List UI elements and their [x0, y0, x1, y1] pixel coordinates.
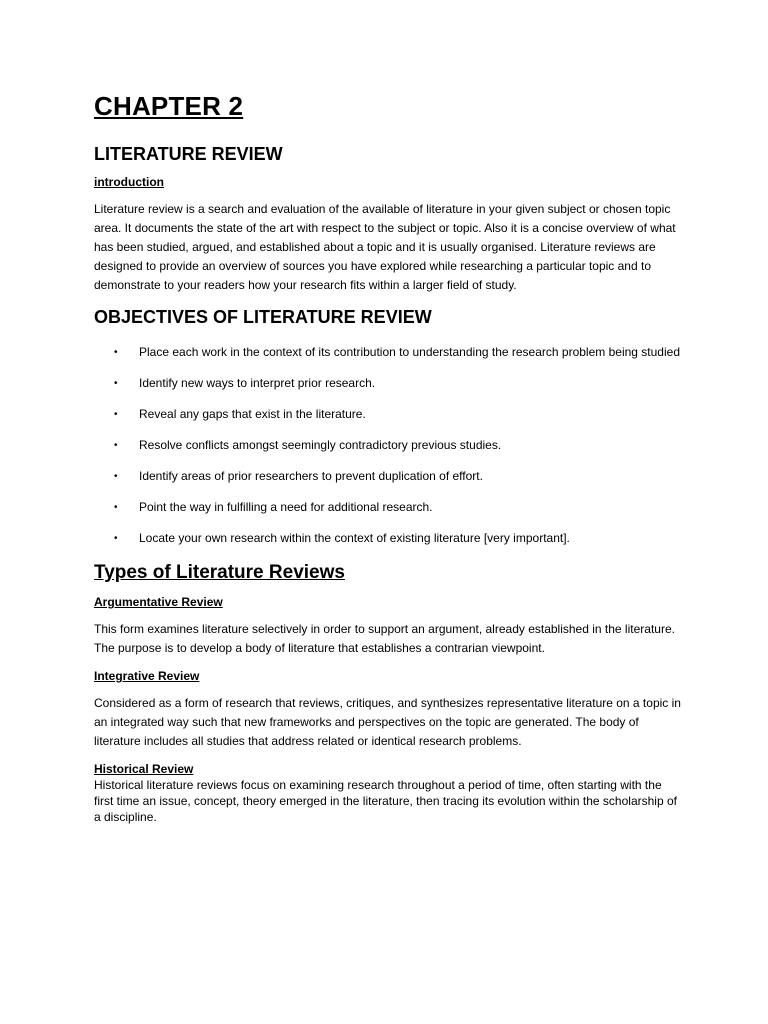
section-title: LITERATURE REVIEW — [94, 144, 283, 164]
objectives-heading: OBJECTIVES OF LITERATURE REVIEW — [94, 307, 432, 327]
list-item-text: Identify areas of prior researchers to prevent duplication of effort. — [139, 469, 483, 483]
argumentative-review-paragraph: This form examines literature selectively in order to support an argument, already established in the literature. The purpose is to develop a body of literature that establishes a contrarian viewpoint. — [94, 622, 675, 655]
bullet-icon: • — [114, 533, 118, 544]
list-item — [94, 467, 684, 486]
list-item-text: Reveal any gaps that exist in the literature. — [139, 407, 366, 421]
bullet-icon: • — [114, 502, 118, 513]
list-item — [94, 436, 684, 455]
integrative-review-paragraph: Considered as a form of research that reviews, critiques, and synthesizes representative literature on a topic in an integrated way such that new frameworks and perspectives on the topic are generated. The body of literature includes all studies that address related or identical research problems. — [94, 696, 681, 748]
chapter-title: CHAPTER 2 — [94, 91, 244, 121]
list-item — [94, 374, 684, 393]
list-item-text: Identify new ways to interpret prior research. — [139, 376, 376, 390]
bullet-icon: • — [114, 471, 118, 482]
document-page — [94, 88, 684, 835]
list-item-text: Locate your own research within the context of existing literature [very important]. — [139, 531, 570, 545]
list-item — [94, 405, 684, 424]
list-item — [94, 343, 684, 362]
list-item-text: Place each work in the context of its contribution to understanding the research problem being studied — [139, 345, 680, 359]
list-item — [94, 498, 684, 517]
bullet-icon: • — [114, 409, 118, 420]
types-heading: Types of Literature Reviews — [94, 562, 345, 583]
argumentative-review-heading: Argumentative Review — [94, 595, 223, 609]
bullet-icon: • — [114, 440, 118, 451]
bullet-icon: • — [114, 347, 118, 358]
list-item — [94, 529, 684, 548]
introduction-heading: introduction — [94, 175, 164, 189]
bullet-icon: • — [114, 378, 118, 389]
historical-review-paragraph: Historical literature reviews focus on examining research throughout a period of time, often starting with the first time an issue, concept, theory emerged in the literature, then tracing its evolution within the scholarship of a discipline. — [94, 778, 677, 824]
integrative-review-heading: Integrative Review — [94, 669, 200, 683]
introduction-paragraph: Literature review is a search and evaluation of the available of literature in your given subject or chosen topic area. It documents the state of the art with respect to the subject or topic. Also it is a concise overview of what has been studied, argued, and established about a topic and it is usually organised. Literature reviews are designed to provide an overview of sources you have explored while researching a particular topic and to demonstrate to your readers how your research fits within a larger field of study. — [94, 202, 676, 292]
list-item-text: Point the way in fulfilling a need for additional research. — [139, 500, 433, 514]
list-item-text: Resolve conflicts amongst seemingly contradictory previous studies. — [139, 438, 502, 452]
historical-review-heading: Historical Review — [94, 762, 194, 776]
objectives-list — [94, 343, 684, 548]
